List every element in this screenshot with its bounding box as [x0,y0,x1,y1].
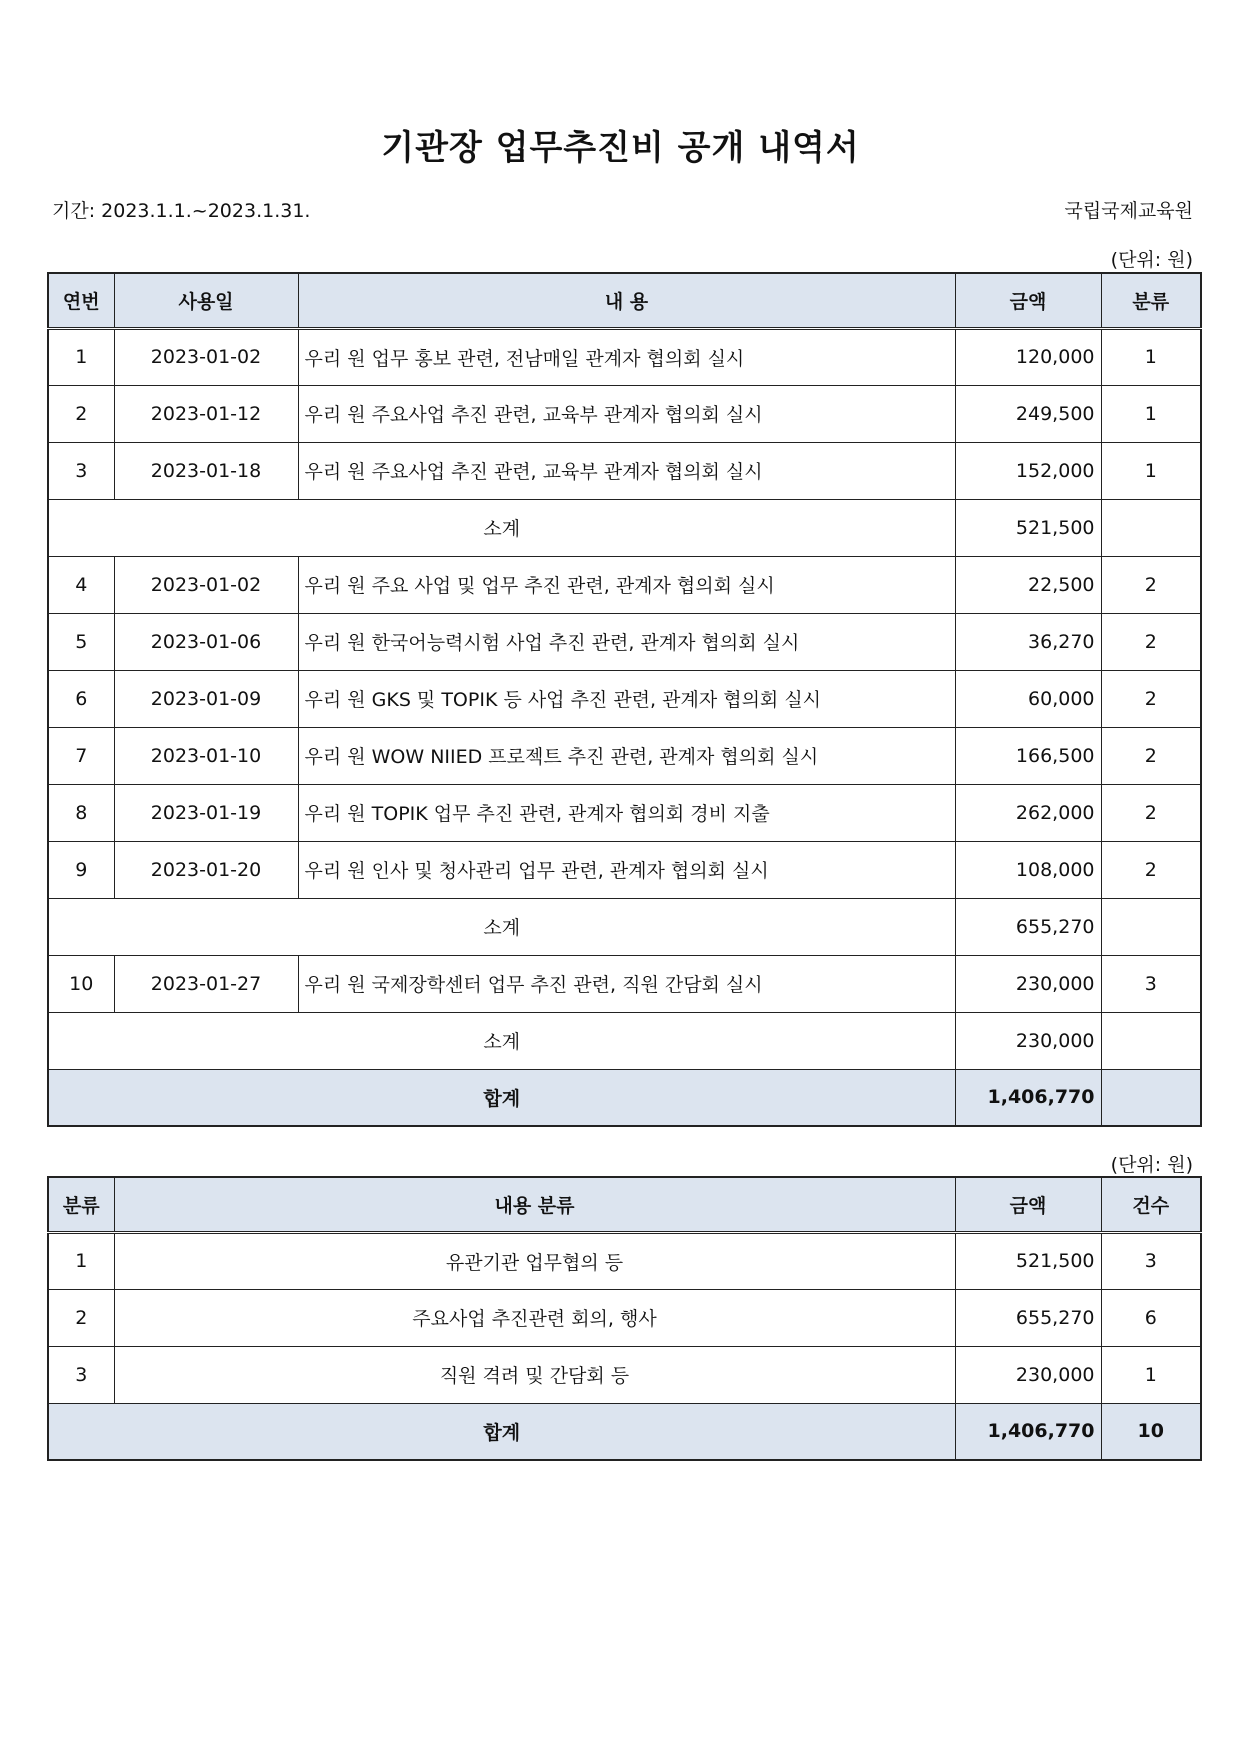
row-count: 3 [1101,1232,1201,1289]
row-content: 직원 격려 및 간담회 등 [114,1346,955,1403]
header-no: 연번 [48,273,114,328]
row-category: 3 [1101,955,1201,1012]
header-count: 건수 [1101,1177,1201,1232]
row-no: 5 [48,613,114,670]
row-date: 2023-01-09 [114,670,298,727]
row-amount: 655,270 [955,1289,1101,1346]
empty-cell [1101,898,1201,955]
row-category: 2 [1101,727,1201,784]
subtotal-label: 소계 [48,1012,955,1069]
table-row [48,328,1201,385]
row-category: 1 [1101,442,1201,499]
row-amount: 22,500 [955,556,1101,613]
row-no: 1 [48,328,114,385]
row-content: 우리 원 TOPIK 업무 추진 관련, 관계자 협의회 경비 지출 [298,784,955,841]
row-content: 우리 원 주요 사업 및 업무 추진 관련, 관계자 협의회 실시 [298,556,955,613]
detail-header-row [48,273,1201,328]
row-amount: 230,000 [955,1346,1101,1403]
subtotal-row [48,898,1201,955]
total-label: 합계 [48,1403,955,1460]
table-row [48,1346,1201,1403]
row-no: 6 [48,670,114,727]
row-category: 2 [1101,613,1201,670]
row-category: 2 [1101,784,1201,841]
empty-cell [1101,1012,1201,1069]
row-no: 7 [48,727,114,784]
row-category: 1 [1101,385,1201,442]
row-content: 우리 원 주요사업 추진 관련, 교육부 관계자 협의회 실시 [298,442,955,499]
table-row [48,841,1201,898]
row-no: 10 [48,955,114,1012]
row-category: 1 [1101,328,1201,385]
header-content: 내 용 [298,273,955,328]
empty-cell [1101,1069,1201,1126]
row-date: 2023-01-18 [114,442,298,499]
total-row [48,1069,1201,1126]
row-count: 1 [1101,1346,1201,1403]
row-content: 주요사업 추진관련 회의, 행사 [114,1289,955,1346]
subtotal-label: 소계 [48,499,955,556]
table-row [48,955,1201,1012]
subtotal-amount: 655,270 [955,898,1101,955]
row-no: 9 [48,841,114,898]
header-category: 분류 [1101,273,1201,328]
summary-header-row [48,1177,1201,1232]
row-category: 2 [1101,841,1201,898]
row-count: 6 [1101,1289,1201,1346]
row-content: 우리 원 GKS 및 TOPIK 등 사업 추진 관련, 관계자 협의회 실시 [298,670,955,727]
row-amount: 249,500 [955,385,1101,442]
table-row [48,1289,1201,1346]
row-amount: 108,000 [955,841,1101,898]
row-amount: 152,000 [955,442,1101,499]
table-row [48,784,1201,841]
row-date: 2023-01-02 [114,556,298,613]
total-count: 10 [1101,1403,1201,1460]
header-category: 분류 [48,1177,114,1232]
total-amount: 1,406,770 [955,1403,1101,1460]
row-date: 2023-01-10 [114,727,298,784]
row-date: 2023-01-02 [114,328,298,385]
row-date: 2023-01-20 [114,841,298,898]
row-amount: 60,000 [955,670,1101,727]
subtotal-amount: 230,000 [955,1012,1101,1069]
header-amount: 금액 [955,273,1101,328]
row-amount: 521,500 [955,1232,1101,1289]
table-row [48,670,1201,727]
unit-label: (단위: 원) [1110,249,1193,271]
table-row [48,385,1201,442]
row-amount: 166,500 [955,727,1101,784]
row-date: 2023-01-19 [114,784,298,841]
row-amount: 120,000 [955,328,1101,385]
total-label: 합계 [48,1069,955,1126]
row-content: 우리 원 WOW NIIED 프로젝트 추진 관련, 관계자 협의회 실시 [298,727,955,784]
subtotal-row [48,1012,1201,1069]
detail-table [47,272,1202,1127]
total-row [48,1403,1201,1460]
row-date: 2023-01-12 [114,385,298,442]
row-amount: 36,270 [955,613,1101,670]
row-content: 우리 원 업무 홍보 관련, 전남매일 관계자 협의회 실시 [298,328,955,385]
row-no: 8 [48,784,114,841]
total-amount: 1,406,770 [955,1069,1101,1126]
table-row [48,1232,1201,1289]
row-category: 2 [48,1289,114,1346]
row-no: 4 [48,556,114,613]
header-amount: 금액 [955,1177,1101,1232]
table-row [48,727,1201,784]
period-text: 기간: 2023.1.1.~2023.1.31. [52,200,311,222]
subtotal-amount: 521,500 [955,499,1101,556]
header-date: 사용일 [114,273,298,328]
row-content: 우리 원 국제장학센터 업무 추진 관련, 직원 간담회 실시 [298,955,955,1012]
organization-name: 국립국제교육원 [1064,200,1193,222]
document-title: 기관장 업무추진비 공개 내역서 [381,128,860,168]
subtotal-row [48,499,1201,556]
table-row [48,613,1201,670]
row-amount: 230,000 [955,955,1101,1012]
summary-table [47,1176,1202,1461]
row-category: 2 [1101,556,1201,613]
empty-cell [1101,499,1201,556]
row-amount: 262,000 [955,784,1101,841]
row-category: 1 [48,1232,114,1289]
table-row [48,556,1201,613]
row-no: 3 [48,442,114,499]
unit-label: (단위: 원) [1110,1154,1193,1176]
row-category: 2 [1101,670,1201,727]
row-date: 2023-01-27 [114,955,298,1012]
row-content: 우리 원 주요사업 추진 관련, 교육부 관계자 협의회 실시 [298,385,955,442]
row-category: 3 [48,1346,114,1403]
row-content: 우리 원 한국어능력시험 사업 추진 관련, 관계자 협의회 실시 [298,613,955,670]
row-content: 우리 원 인사 및 청사관리 업무 관련, 관계자 협의회 실시 [298,841,955,898]
row-date: 2023-01-06 [114,613,298,670]
subtotal-label: 소계 [48,898,955,955]
row-content: 유관기관 업무협의 등 [114,1232,955,1289]
row-no: 2 [48,385,114,442]
header-content: 내용 분류 [114,1177,955,1232]
table-row [48,442,1201,499]
